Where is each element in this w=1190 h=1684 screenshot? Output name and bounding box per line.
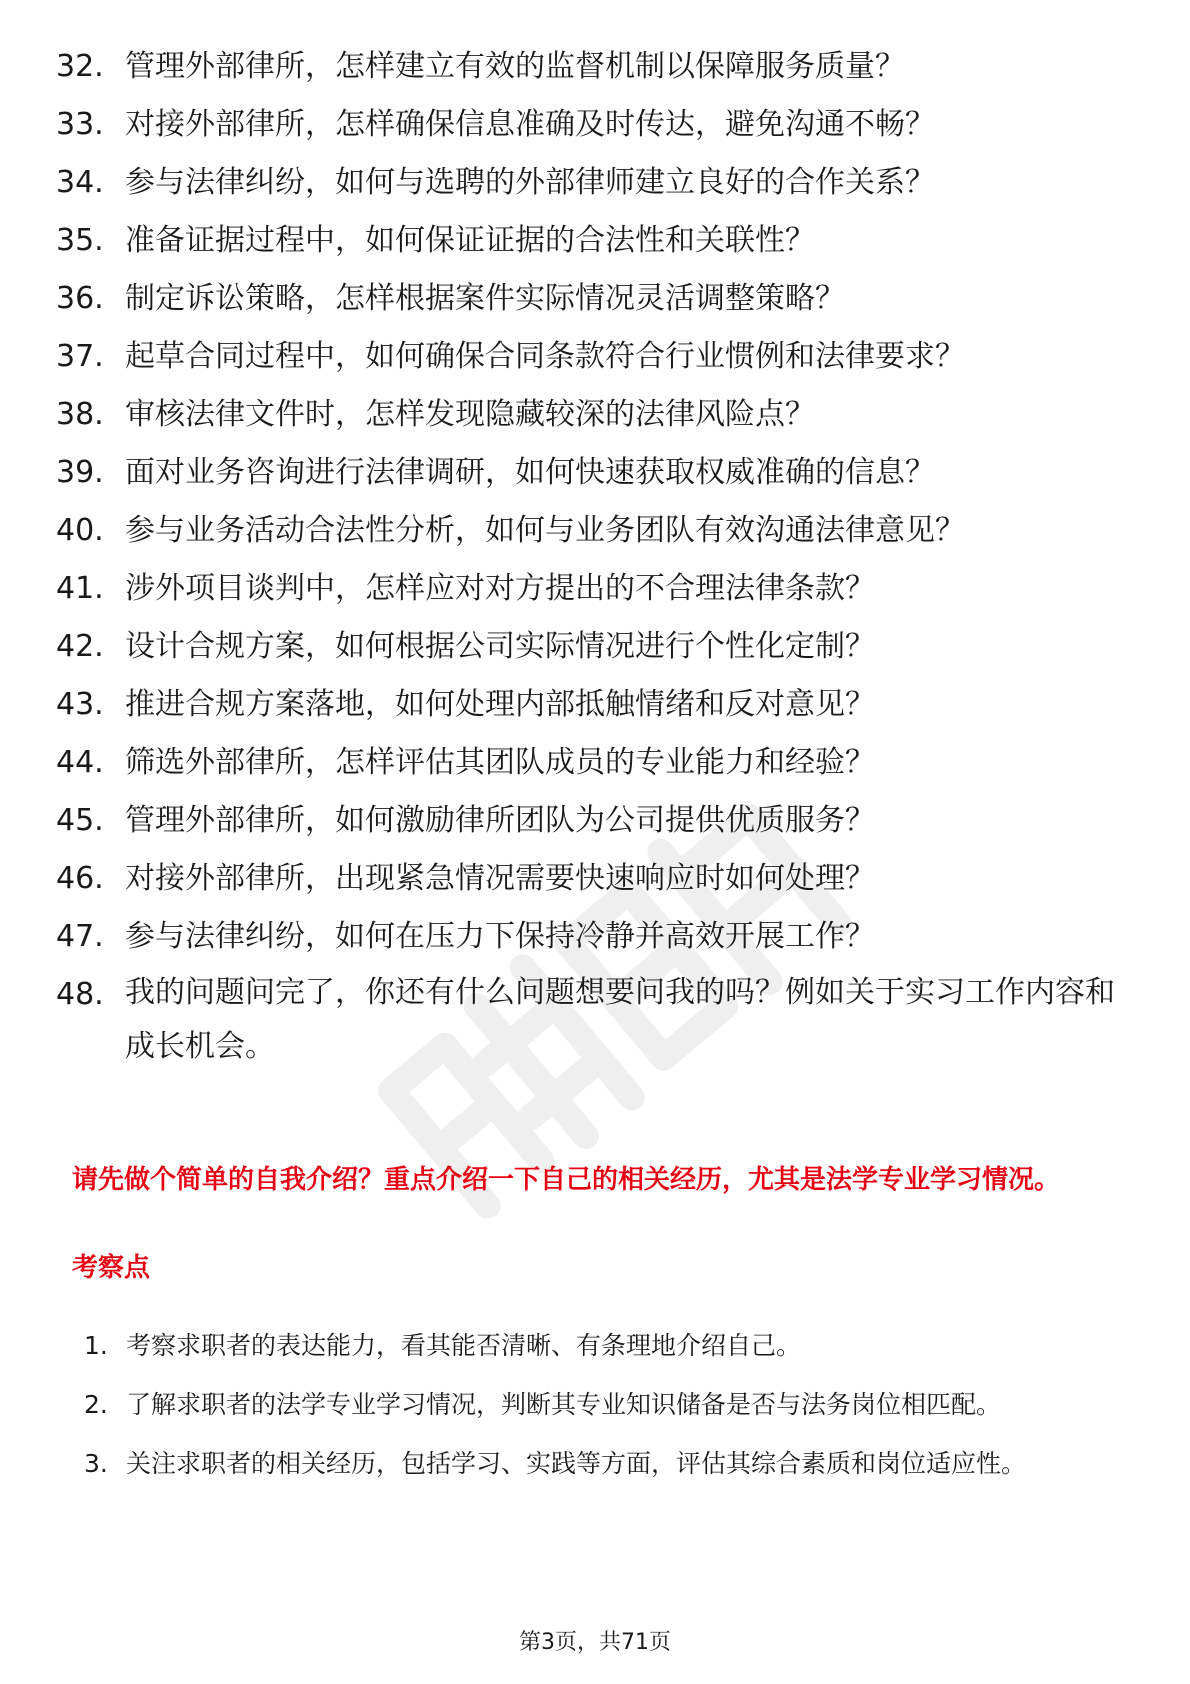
point-number: 3.	[84, 1449, 108, 1478]
point-text: 考察求职者的表达能力，看其能否清晰、有条理地介绍自己。	[126, 1331, 802, 1360]
question-text: 面对业务咨询进行法律调研，如何快速获取权威准确的信息？	[125, 455, 935, 490]
page-number-footer: 第3页，共71页	[519, 1630, 671, 1655]
question-item	[56, 676, 1136, 734]
question-list	[56, 38, 1136, 1074]
question-text: 设计合规方案，如何根据公司实际情况进行个性化定制？	[125, 629, 875, 664]
question-text: 推进合规方案落地，如何处理内部抵触情绪和反对意见？	[125, 687, 875, 722]
question-text: 筛选外部律所，怎样评估其团队成员的专业能力和经验？	[125, 745, 875, 780]
question-number: 34.	[56, 165, 104, 200]
highlight-question: 请先做个简单的自我介绍？重点介绍一下自己的相关经历，尤其是法学专业学习情况。	[72, 1165, 1061, 1195]
point-number: 1.	[84, 1331, 108, 1360]
question-text: 准备证据过程中，如何保证证据的合法性和关联性？	[125, 223, 815, 258]
question-item	[56, 328, 1136, 386]
question-item	[56, 618, 1136, 676]
question-text: 管理外部律所，如何激励律所团队为公司提供优质服务？	[125, 803, 875, 838]
question-item	[56, 96, 1136, 154]
question-number: 36.	[56, 281, 104, 316]
question-item	[56, 212, 1136, 270]
question-number: 40.	[56, 513, 104, 548]
question-number: 47.	[56, 919, 104, 954]
question-item	[56, 908, 1136, 966]
question-number: 32.	[56, 49, 104, 84]
question-item	[56, 444, 1136, 502]
question-text: 对接外部律所，怎样确保信息准确及时传达，避免沟通不畅？	[125, 107, 935, 142]
question-number: 35.	[56, 223, 104, 258]
question-item	[56, 38, 1136, 96]
question-item	[56, 560, 1136, 618]
question-item	[56, 734, 1136, 792]
question-item	[56, 792, 1136, 850]
point-number: 2.	[84, 1390, 108, 1419]
question-number: 45.	[56, 803, 104, 838]
question-item	[56, 966, 1136, 1074]
assessment-point	[84, 1377, 1124, 1433]
assessment-points-list	[84, 1318, 1124, 1495]
question-text: 参与业务活动合法性分析，如何与业务团队有效沟通法律意见？	[125, 513, 965, 548]
question-number: 46.	[56, 861, 104, 896]
question-text: 审核法律文件时，怎样发现隐藏较深的法律风险点？	[125, 397, 815, 432]
question-text: 参与法律纠纷，如何与选聘的外部律师建立良好的合作关系？	[125, 165, 935, 200]
question-number: 43.	[56, 687, 104, 722]
question-number: 44.	[56, 745, 104, 780]
question-text: 我的问题问完了，你还有什么问题想要问我的吗？例如关于实习工作内容和成长机会。	[125, 975, 1115, 1064]
point-text: 关注求职者的相关经历，包括学习、实践等方面，评估其综合素质和岗位适应性。	[126, 1449, 1027, 1478]
question-number: 37.	[56, 339, 104, 374]
question-item	[56, 154, 1136, 212]
question-text: 涉外项目谈判中，怎样应对对方提出的不合理法律条款？	[125, 571, 875, 606]
question-item	[56, 270, 1136, 328]
section-heading: 考察点	[72, 1253, 151, 1283]
question-item	[56, 502, 1136, 560]
assessment-point	[84, 1436, 1124, 1492]
assessment-point	[84, 1318, 1124, 1374]
question-text: 对接外部律所，出现紧急情况需要快速响应时如何处理？	[125, 861, 875, 896]
question-number: 38.	[56, 397, 104, 432]
point-text: 了解求职者的法学专业学习情况，判断其专业知识储备是否与法务岗位相匹配。	[126, 1390, 1002, 1419]
question-number: 33.	[56, 107, 104, 142]
question-number: 48.	[56, 977, 104, 1012]
question-item	[56, 386, 1136, 444]
question-text: 管理外部律所，怎样建立有效的监督机制以保障服务质量？	[125, 49, 905, 84]
question-text: 参与法律纠纷，如何在压力下保持冷静并高效开展工作？	[125, 919, 875, 954]
question-number: 42.	[56, 629, 104, 664]
question-text: 起草合同过程中，如何确保合同条款符合行业惯例和法律要求？	[125, 339, 965, 374]
question-number: 39.	[56, 455, 104, 490]
question-text: 制定诉讼策略，怎样根据案件实际情况灵活调整策略？	[125, 281, 845, 316]
question-number: 41.	[56, 571, 104, 606]
question-item	[56, 850, 1136, 908]
